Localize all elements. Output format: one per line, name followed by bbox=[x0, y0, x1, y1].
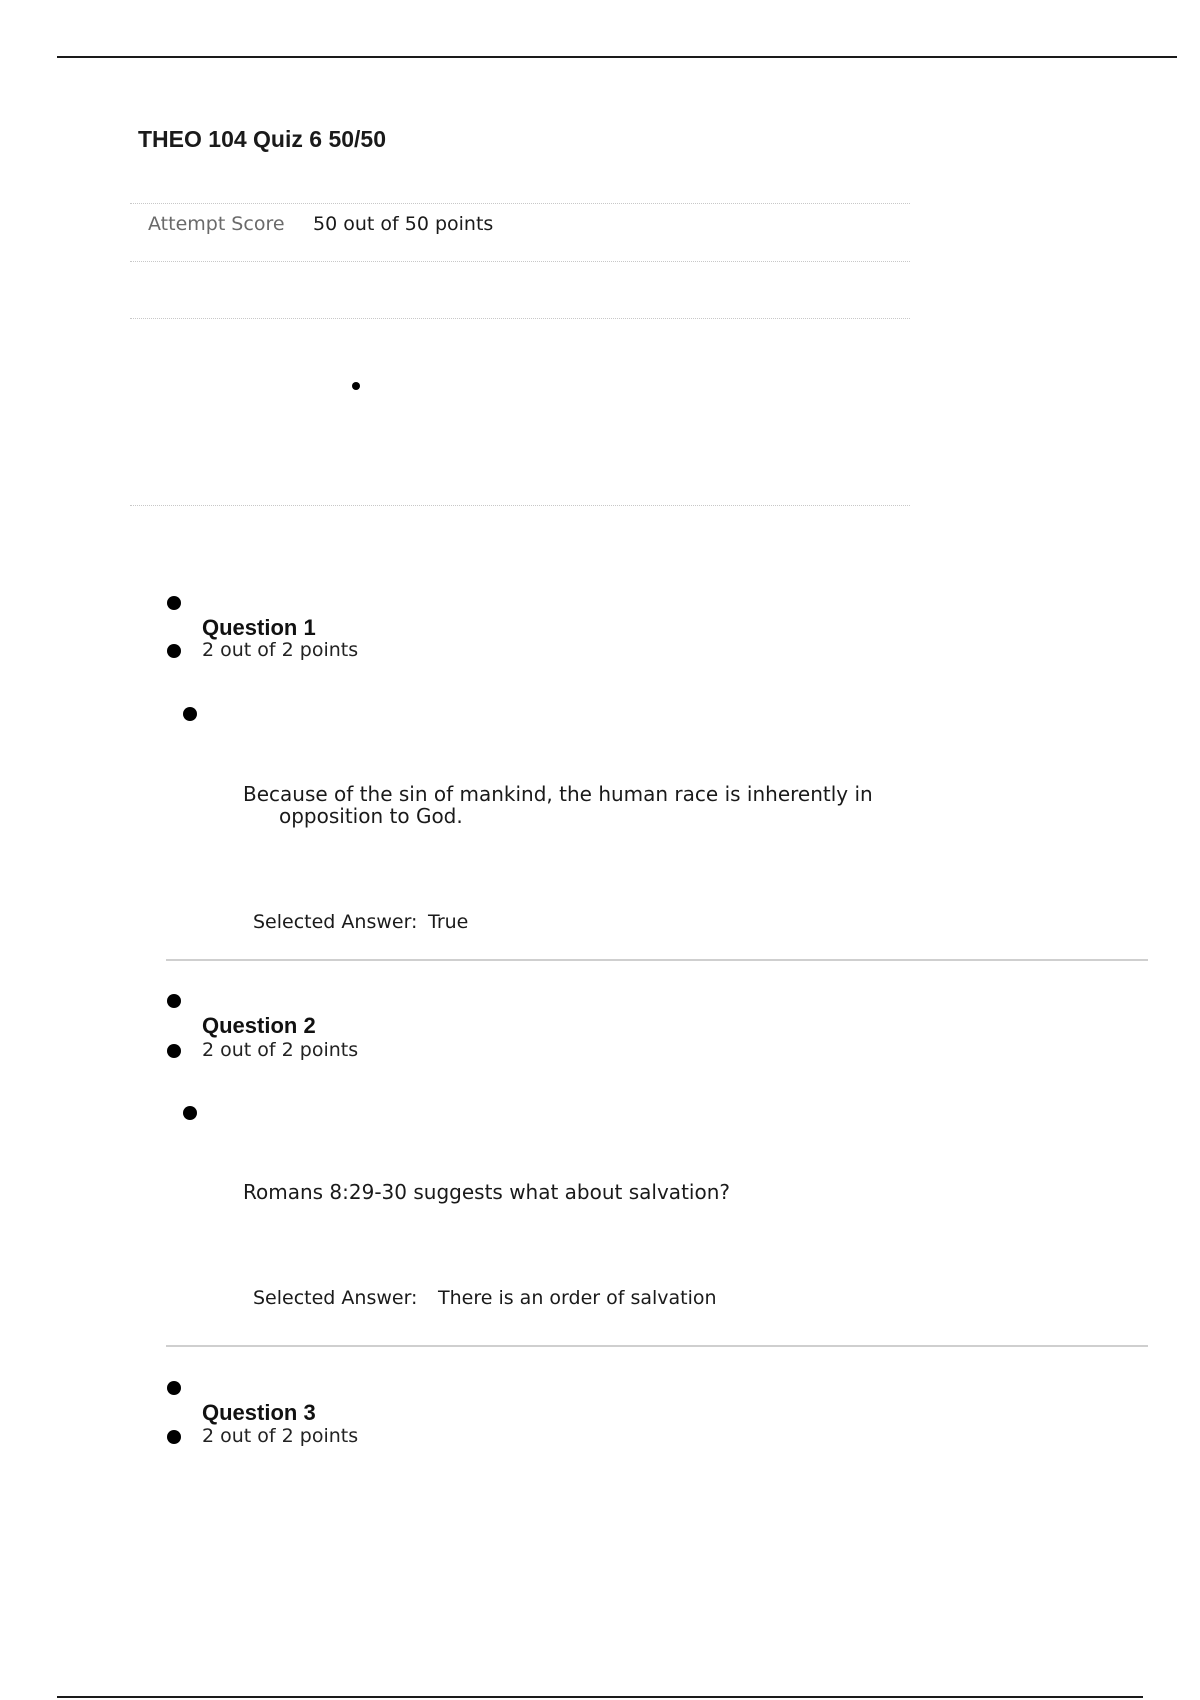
bullet-icon bbox=[352, 382, 360, 390]
attempt-score-value: 50 out of 50 points bbox=[313, 213, 494, 235]
bullet-icon bbox=[167, 1381, 181, 1395]
question-points: 2 out of 2 points bbox=[202, 1425, 359, 1447]
selected-answer-label: Selected Answer: bbox=[253, 911, 418, 933]
selected-answer-label: Selected Answer: bbox=[253, 1287, 418, 1309]
bottom-rule bbox=[57, 1696, 1143, 1698]
question-text-line: Because of the sin of mankind, the human race is inherently in bbox=[243, 782, 873, 806]
attempt-score-label: Attempt Score bbox=[148, 213, 285, 235]
question-points: 2 out of 2 points bbox=[202, 639, 359, 661]
question-separator bbox=[166, 1345, 1148, 1347]
selected-answer-value: True bbox=[428, 911, 469, 933]
divider bbox=[130, 318, 910, 319]
selected-answer-value: There is an order of salvation bbox=[438, 1287, 717, 1309]
divider bbox=[130, 203, 910, 204]
bullet-icon bbox=[167, 644, 181, 658]
question-text bbox=[243, 783, 903, 827]
page-title: THEO 104 Quiz 6 50/50 bbox=[138, 126, 387, 152]
question-separator bbox=[166, 959, 1148, 961]
bullet-icon bbox=[183, 707, 197, 721]
bullet-icon bbox=[167, 1430, 181, 1444]
divider bbox=[130, 505, 910, 506]
bullet-icon bbox=[167, 596, 181, 610]
bullet-icon bbox=[167, 994, 181, 1008]
bullet-icon bbox=[183, 1106, 197, 1120]
divider bbox=[130, 261, 910, 262]
question-title: Question 2 bbox=[202, 1013, 316, 1038]
question-text bbox=[243, 1181, 903, 1203]
top-rule bbox=[57, 56, 1177, 58]
question-text-line: Romans 8:29-30 suggests what about salvation? bbox=[243, 1180, 730, 1204]
question-text-line: opposition to God. bbox=[279, 804, 463, 828]
question-title: Question 1 bbox=[202, 615, 316, 640]
bullet-icon bbox=[167, 1044, 181, 1058]
question-title: Question 3 bbox=[202, 1400, 316, 1425]
question-points: 2 out of 2 points bbox=[202, 1039, 359, 1061]
